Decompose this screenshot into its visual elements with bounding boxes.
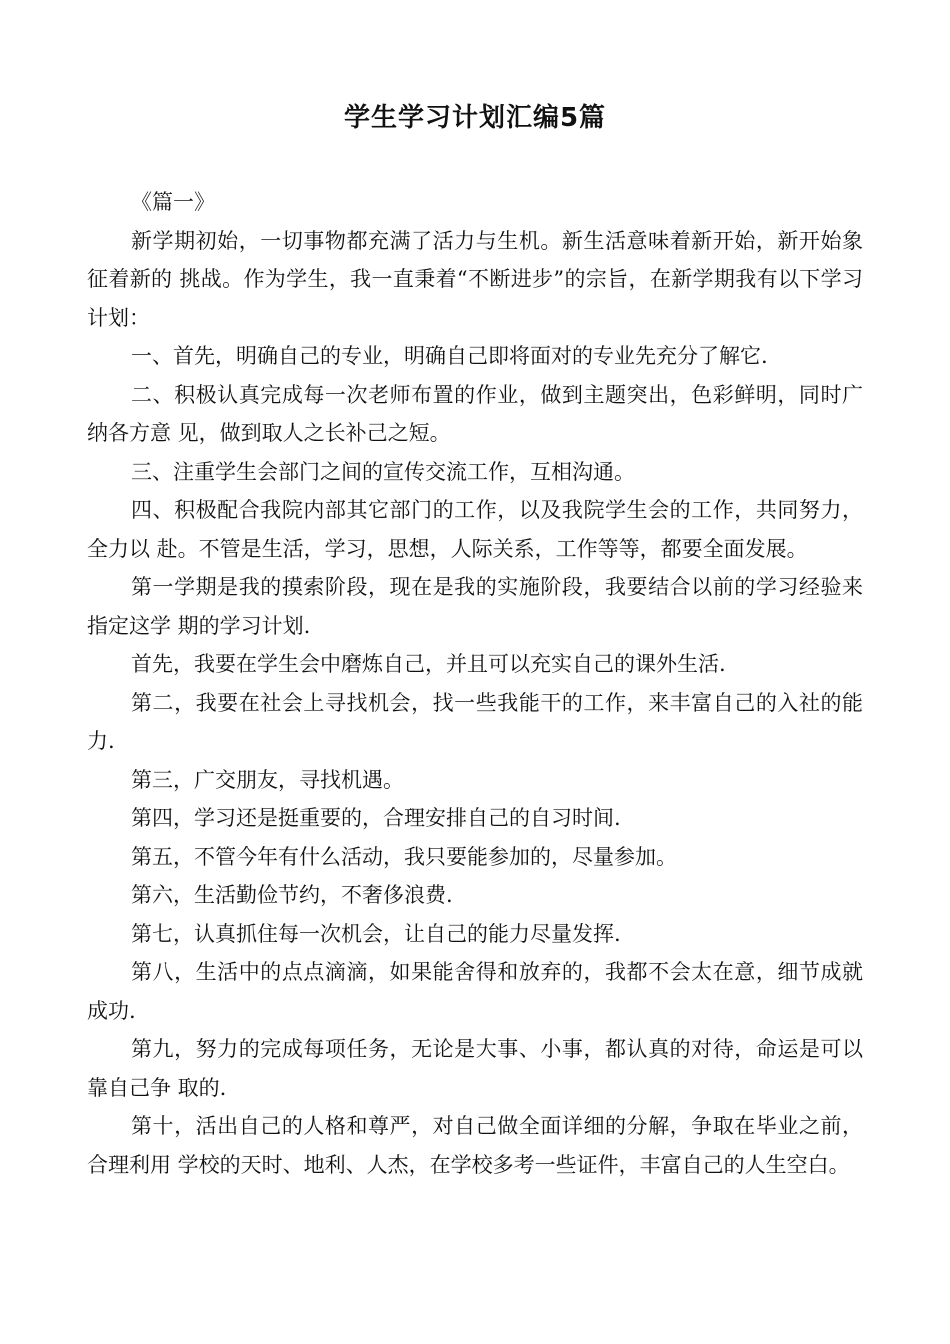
paragraph: 第七，认真抓住每一次机会，让自己的能力尽量发挥. (131, 921, 621, 946)
paragraph: 第三，广交朋友，寻找机遇。 (131, 767, 404, 792)
document-title: 学生学习计划汇编5篇 (343, 103, 607, 133)
paragraph: 一、首先，明确自己的专业，明确自己即将面对的专业先充分了解它. (131, 344, 768, 368)
paragraph: 四、积极配合我院内部其它部门的工作，以及我院学生会的工作，共同努力，全力以 赴。不管是生活，学习，思想，人际关系，工作等等，都要全面发展。 (87, 498, 863, 561)
paragraph: 第五，不管今年有什么活动，我只要能参加的，尽量参加。 (131, 844, 677, 869)
paragraph: 第十，活出自己的人格和尊严，对自己做全面详细的分解，争取在毕业之前，合理利用 学校的天时、地利、人杰，在学校多考一些证件，丰富自己的人生空白。 (87, 1114, 863, 1177)
section-heading: 《篇一》 (131, 190, 215, 214)
paragraph: 第九，努力的完成每项任务，无论是大事、小事，都认真的对待，命运是可以靠自己争 取的. (87, 1037, 863, 1100)
paragraph: 第一学期是我的摸索阶段，现在是我的实施阶段，我要结合以前的学习经验来指定这学 期的学习计划. (87, 575, 863, 638)
paragraph: 第四，学习还是挺重要的，合理安排自己的自习时间. (131, 806, 621, 830)
paragraph: 首先，我要在学生会中磨炼自己，并且可以充实自己的课外生活. (131, 652, 726, 676)
document-body (87, 183, 863, 1184)
paragraph: 第八，生活中的点点滴滴，如果能舍得和放弃的，我都不会太在意，细节成就成功. (87, 960, 863, 1023)
paragraph: 新学期初始，一切事物都充满了活力与生机。新生活意味着新开始，新开始象征着新的 挑战。作为学生，我一直秉着“不断进步”的宗旨，在新学期我有以下学习计划： (87, 228, 863, 330)
paragraph: 第二，我要在社会上寻找机会，找一些我能干的工作，来丰富自己的入社的能力. (87, 690, 863, 753)
paragraph: 二、积极认真完成每一次老师布置的作业，做到主题突出，色彩鲜明，同时广纳各方意 见，做到取人之长补己之短。 (87, 382, 863, 445)
paragraph: 第六，生活勤俭节约，不奢侈浪费. (131, 883, 453, 907)
paragraph: 三、注重学生会部门之间的宣传交流工作，互相沟通。 (131, 459, 635, 484)
